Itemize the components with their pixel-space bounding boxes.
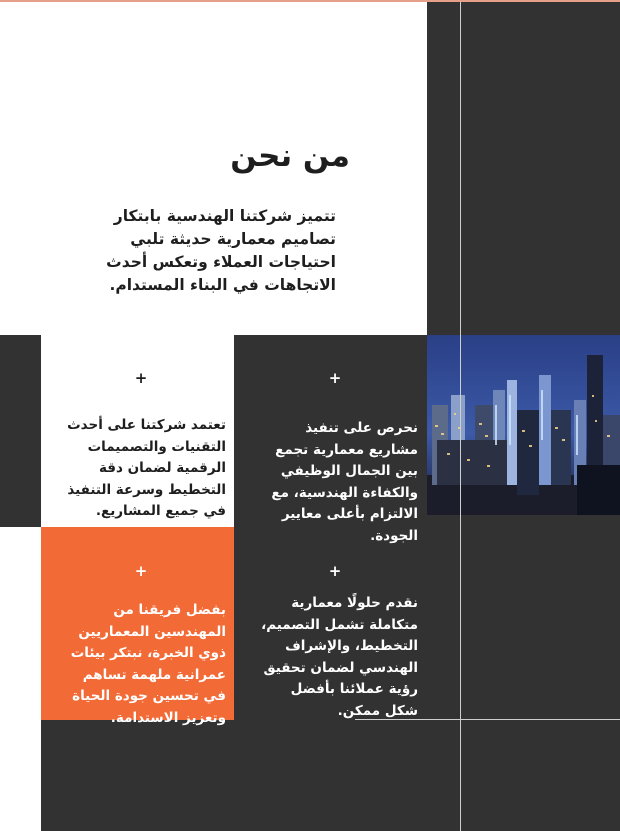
plus-icon: + (328, 369, 342, 387)
feature-text-1: نحرص على تنفيذ مشاريع معمارية تجمع بين الجمال الوظيفي والكفاءة الهندسية، مع الالتزام بأعلى معايير الجودة. (271, 420, 418, 544)
plus-icon: + (134, 562, 148, 580)
left-dark-strip (0, 335, 41, 527)
intro-paragraph: تتميز شركتنا الهندسية بابتكار تصاميم معمارية حديثة تلبي احتياجات العملاء وتعكس أحدث الاتجاهات في البناء المستدام. (106, 207, 336, 294)
plus-icon: + (134, 369, 148, 387)
city-skyline-image (427, 335, 620, 515)
vertical-guide-line (460, 2, 461, 831)
bottom-left-white (0, 527, 41, 831)
page-title: من نحن (230, 138, 350, 174)
city-skyline-icon (427, 335, 620, 515)
plus-icon: + (328, 562, 342, 580)
feature-text-3: نقدم حلولًا معمارية متكاملة تشمل التصميم، التخطيط، والإشراف الهندسي لضمان تحقيق رؤية عملائنا بأفضل شكل ممكن. (261, 595, 418, 719)
feature-text-4: بفضل فريقنا من المهندسين المعماريين ذوي الخبرة، نبتكر بيئات عمرانية ملهمة تساهم في تحسين جودة الحياة وتعزيز الاستدامة. (70, 602, 226, 726)
feature-text-2: تعتمد شركتنا على أحدث التقنيات والتصميمات الرقمية لضمان دقة التخطيط وسرعة التنفيذ في جميع المشاريع. (67, 417, 226, 519)
